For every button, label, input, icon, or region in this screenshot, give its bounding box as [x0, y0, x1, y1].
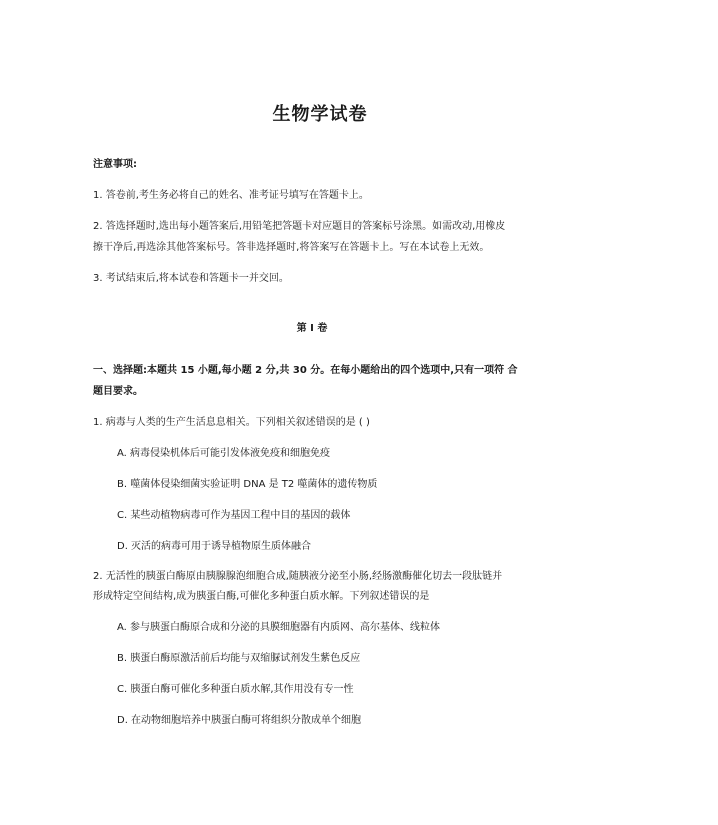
question-2-option-b: B. 胰蛋白酶原激活前后均能与双缩脲试剂发生紫色反应: [117, 653, 361, 664]
question-2-stem-line-1: 2. 无活性的胰蛋白酶原由胰腺腺泡细胞合成,随胰液分泌至小肠,经肠激酶催化切去一段肽链并: [93, 571, 503, 582]
section-heading-line-1: 一、选择题:本题共 15 小题,每小题 2 分,共 30 分。在每小题给出的四个选项中,只有一项符 合: [93, 365, 518, 376]
question-2-option-a: A. 参与胰蛋白酶原合成和分泌的具膜细胞器有内质网、高尔基体、线粒体: [117, 622, 441, 633]
notice-item-2-line-2: 擦干净后,再选涂其他答案标号。答非选择题时,将答案写在答题卡上。写在本试卷上无效。: [93, 242, 490, 253]
question-1-option-a: A. 病毒侵染机体后可能引发体液免疫和细胞免疫: [117, 448, 331, 459]
notice-item-1: 1. 答卷前,考生务必将自己的姓名、准考证号填写在答题卡上。: [93, 190, 369, 201]
question-2-option-d: D. 在动物细胞培养中胰蛋白酶可将组织分散成单个细胞: [117, 715, 362, 726]
question-1-option-b: B. 噬菌体侵染细菌实验证明 DNA 是 T2 噬菌体的遗传物质: [117, 479, 378, 490]
notice-item-3: 3. 考试结束后,将本试卷和答题卡一并交回。: [93, 273, 289, 284]
notice-item-2-line-1: 2. 答选择题时,选出每小题答案后,用铅笔把答题卡对应题目的答案标号涂黑。如需改动,用橡皮: [93, 221, 506, 232]
section-heading-line-2: 题目要求。: [93, 386, 143, 397]
part-heading: 第 I 卷: [296, 323, 328, 334]
question-2-option-c: C. 胰蛋白酶可催化多种蛋白质水解,其作用没有专一性: [117, 684, 354, 695]
question-1-option-c: C. 某些动植物病毒可作为基因工程中目的基因的载体: [117, 510, 351, 521]
question-1-stem: 1. 病毒与人类的生产生活息息相关。下列相关叙述错误的是 ( ): [93, 417, 370, 428]
question-1-option-d: D. 灭活的病毒可用于诱导植物原生质体融合: [117, 541, 312, 552]
notice-heading: 注意事项:: [93, 159, 137, 170]
page-title: 生物学试卷: [272, 104, 368, 125]
question-2-stem-line-2: 形成特定空间结构,成为胰蛋白酶,可催化多种蛋白质水解。下列叙述错误的是: [93, 591, 430, 602]
